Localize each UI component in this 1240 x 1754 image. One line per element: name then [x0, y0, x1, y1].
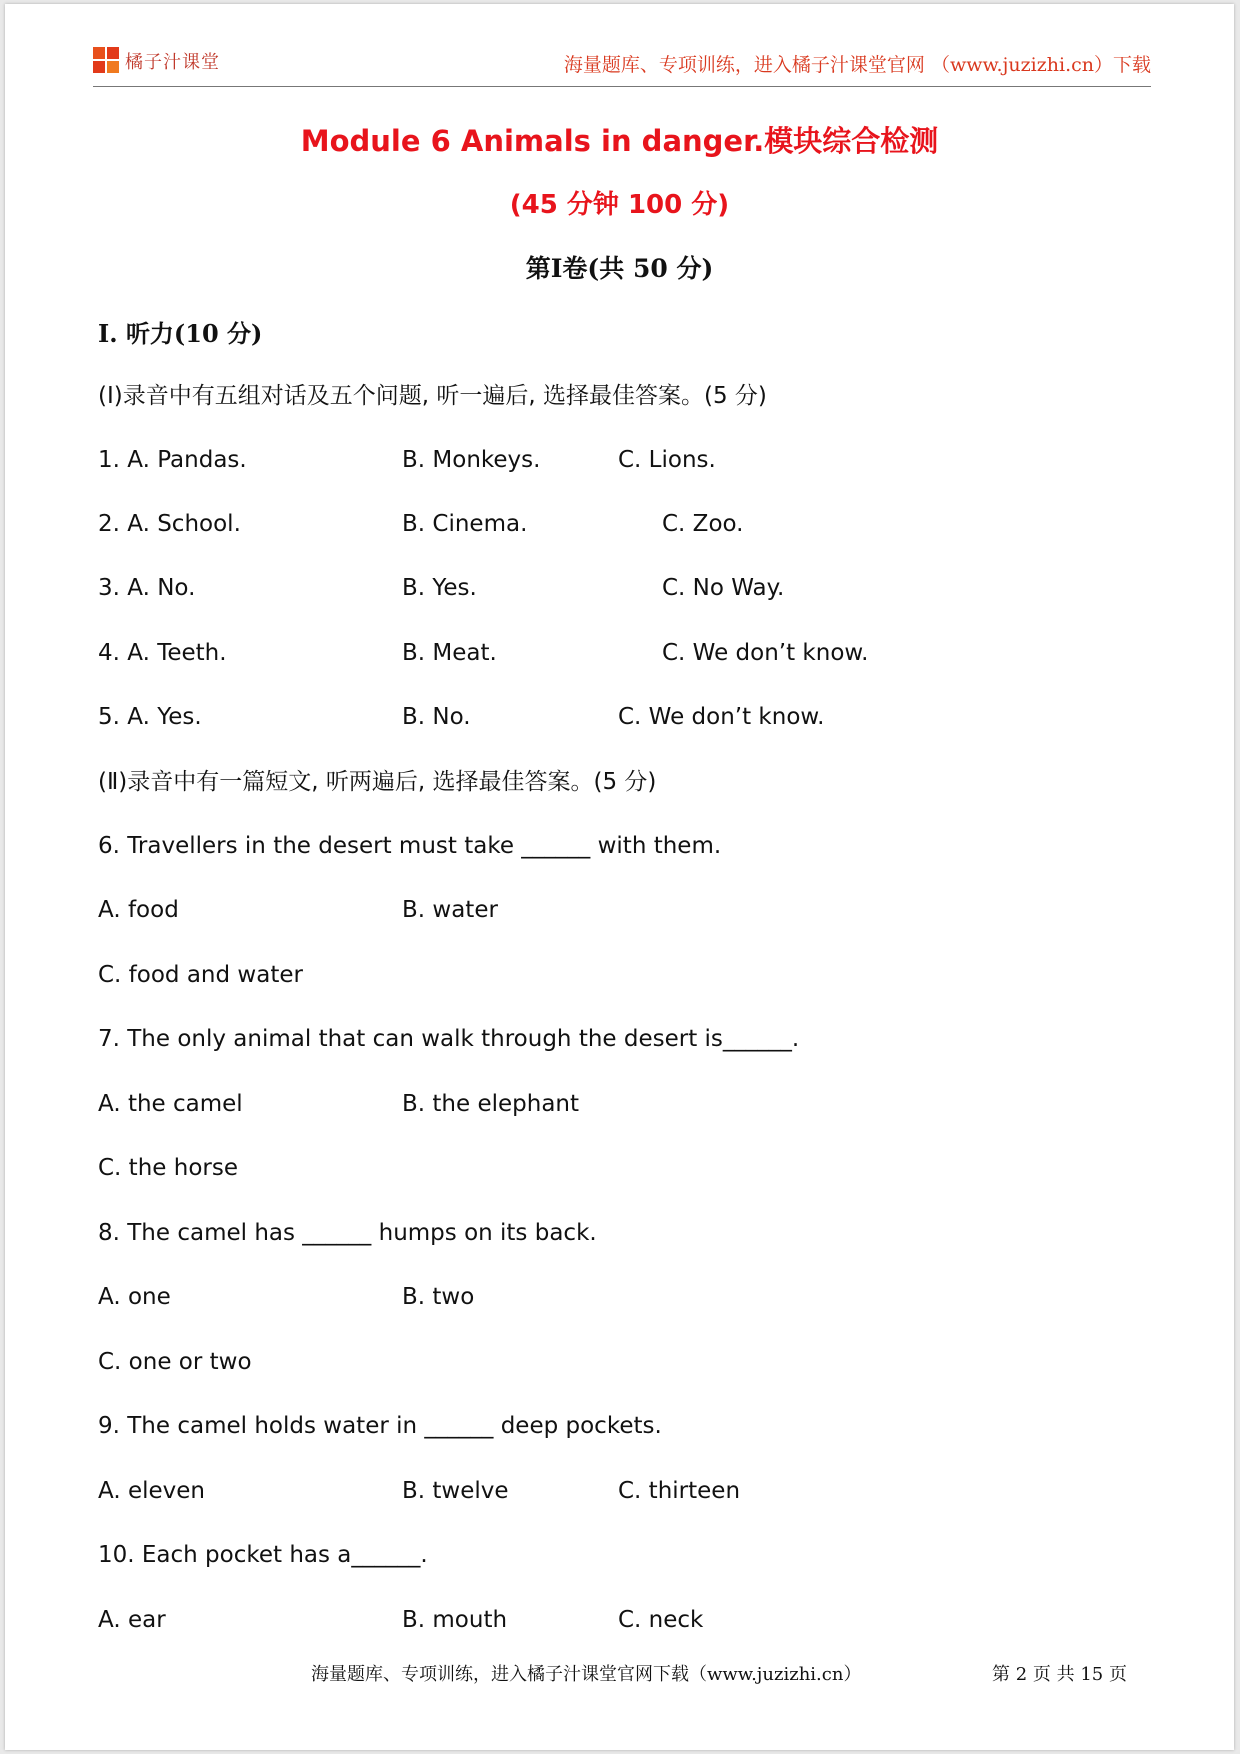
option-c: C. one or two [98, 1349, 252, 1375]
option-b: B. Cinema. [402, 511, 528, 537]
instruction-part-1: (Ⅰ)录音中有五组对话及五个问题, 听一遍后, 选择最佳答案。(5 分) [98, 383, 767, 409]
option-c: C. We don’t know. [618, 704, 825, 730]
option-c: C. Zoo. [662, 511, 744, 537]
question-row [98, 699, 998, 735]
option-a: 2. A. School. [98, 511, 241, 537]
question-row [98, 506, 998, 542]
instruction-part-2: (Ⅱ)录音中有一篇短文, 听两遍后, 选择最佳答案。(5 分) [98, 769, 657, 795]
document-page [5, 4, 1234, 1750]
option-a: 5. A. Yes. [98, 704, 202, 730]
document-subtitle: (45 分钟 100 分) [509, 190, 730, 220]
logo-text: 橘子汁课堂 [125, 52, 220, 73]
option-c: C. the horse [98, 1155, 238, 1181]
question-row [98, 1086, 998, 1122]
option-a: 4. A. Teeth. [98, 640, 227, 666]
option-a: 1. A. Pandas. [98, 447, 247, 473]
option-c: C. No Way. [662, 575, 785, 601]
question-row [98, 1473, 998, 1509]
question-row [98, 892, 998, 928]
option-c: C. We don’t know. [662, 640, 869, 666]
question-row [98, 635, 998, 671]
option-a: A. eleven [98, 1478, 205, 1504]
page-header [93, 46, 1151, 87]
question-stem: 10. Each pocket has a______. [98, 1542, 428, 1568]
section-title: Ⅰ. 听力(10 分) [98, 319, 263, 348]
option-b: B. mouth [402, 1607, 508, 1633]
question-stem: 7. The only animal that can walk through the desert is______. [98, 1026, 800, 1052]
option-c: C. food and water [98, 962, 303, 988]
question-stem: 8. The camel has ______ humps on its back. [98, 1220, 597, 1246]
question-row [98, 570, 998, 606]
option-a: A. one [98, 1284, 171, 1310]
document-title: Module 6 Animals in danger.模块综合检测 [300, 124, 939, 158]
option-b: B. Monkeys. [402, 447, 541, 473]
option-c: C. Lions. [618, 447, 716, 473]
option-c: C. neck [618, 1607, 704, 1633]
option-b: B. Yes. [402, 575, 477, 601]
question-row [98, 1279, 998, 1315]
option-b: B. No. [402, 704, 471, 730]
question-row [98, 442, 998, 478]
option-b: B. two [402, 1284, 475, 1310]
option-a: A. the camel [98, 1091, 243, 1117]
option-b: B. Meat. [402, 640, 497, 666]
part-title: 第Ⅰ卷(共 50 分) [525, 254, 714, 283]
option-b: B. the elephant [402, 1091, 580, 1117]
header-download-note: 海量题库、专项训练，进入橘子汁课堂官网 （www.juzizhi.cn）下载 [563, 54, 1151, 76]
question-stem: 6. Travellers in the desert must take ______ with them. [98, 833, 722, 859]
option-c: C. thirteen [618, 1478, 741, 1504]
question-stem: 9. The camel holds water in ______ deep pockets. [98, 1413, 662, 1439]
option-b: B. water [402, 897, 498, 923]
option-a: A. food [98, 897, 179, 923]
logo-icon [93, 47, 121, 75]
page-number: 第 2 页 共 15 页 [992, 1664, 1127, 1685]
question-row [98, 1602, 998, 1638]
footer-download-note: 海量题库、专项训练，进入橘子汁课堂官网下载（www.juzizhi.cn） [311, 1664, 862, 1685]
option-b: B. twelve [402, 1478, 509, 1504]
option-a: A. ear [98, 1607, 166, 1633]
brand-logo [93, 46, 220, 76]
option-a: 3. A. No. [98, 575, 196, 601]
